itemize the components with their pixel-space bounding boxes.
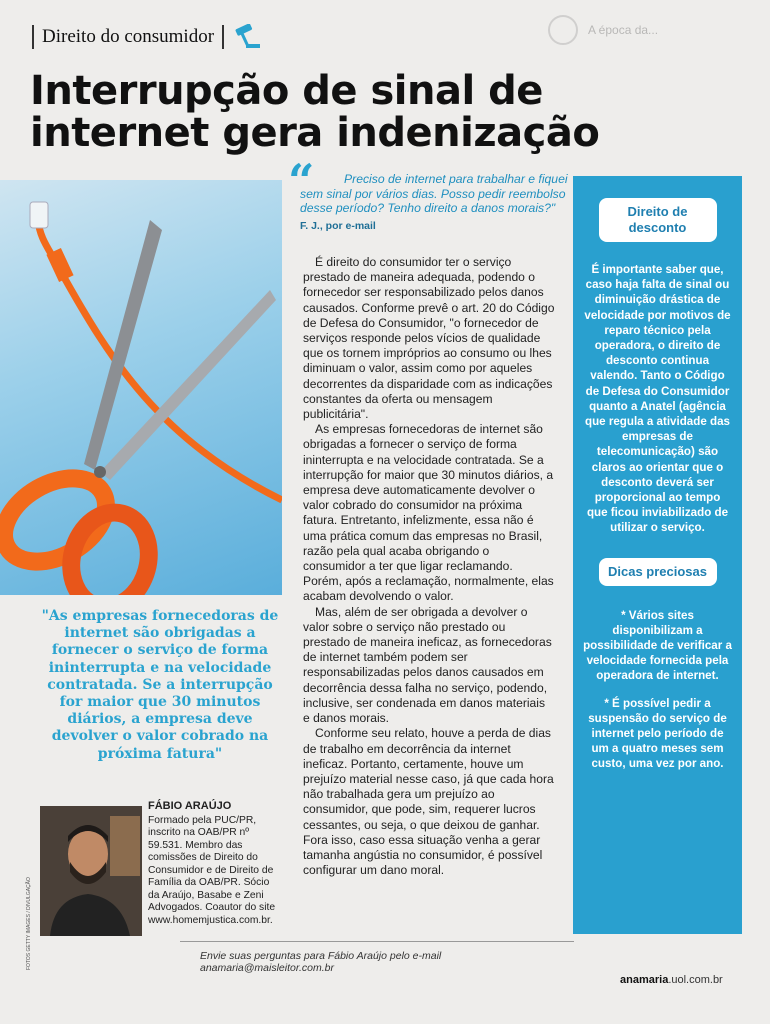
- divider: [180, 941, 574, 942]
- site-url: [620, 974, 723, 986]
- pull-quote: "As empresas fornecedoras de internet são obrigadas a fornecer o serviço de forma ininterrupta e na velocidade contratada. Se a interrupção for maior que 30 minutos diários, a empresa deve devolver o valor cobrado na próxima fatura": [41, 608, 279, 762]
- scissors-icon: [0, 180, 282, 595]
- author-bio: Formado pela PUC/PR, inscrito na OAB/PR nº 59.531. Membro das comissões de Direito do Consumidor e de Direito de Família da OAB/PR. Sócio da Araújo, Basabe e Zeni Advogados. Coautor do site www.homemjustica.com.br.: [148, 814, 276, 926]
- quote-mark-icon: “: [288, 154, 315, 208]
- body-paragraph: É direito do consumidor ter o serviço prestado de maneira adequada, podendo o fornecedor ser responsabilizado pelos danos causados. Conforme prevê o art. 20 do Código de Defesa do Consumidor, "o fornecedor de serviços responde pelos vícios de qualidade que os tornem impróprios ao consumo ou lhes diminuam o valor, assim como por aqueles decorrentes da disparidade com as indicações constantes da oferta ou mensagem publicitária".: [303, 255, 555, 422]
- faded-text: A época da...: [588, 23, 659, 37]
- site-brand: anamaria: [620, 974, 669, 986]
- sidebar-discount-text: É importante saber que, caso haja falta de sinal ou diminuição drástica de velocidade por motivos de reparo técnico pela operadora, o direito de desconto continua valendo. Tanto o Código de Defesa do Consumidor quanto a Anatel (agência que regula a atividade das empresas de telecomunicação) são claros ao orientar que o desconto deverá ser proporcional ao tempo que ficou inviabilizado de utilizar o serviço.: [584, 263, 731, 535]
- faded-logo-icon: [548, 15, 578, 45]
- question-text: Preciso de internet para trabalhar e fiquei sem sinal por vários dias. Posso pedir reembolso desse período? Tenho direito a danos morais?": [300, 172, 568, 215]
- section-header: [32, 20, 262, 54]
- reader-question: [288, 154, 568, 232]
- author-name: FÁBIO ARAÚJO: [148, 800, 232, 812]
- sidebar-tip: * É possível pedir a suspensão do serviço de internet pelo período de um a quatro meses sem custo, uma vez por ano.: [588, 696, 727, 771]
- photo-credit: FOTOS GETTY IMAGES / DIVULGAÇÃO: [26, 877, 32, 970]
- section-label: Direito do consumidor: [42, 26, 215, 47]
- sidebar-title-tips: Dicas preciosas: [599, 558, 717, 586]
- gavel-icon: [232, 24, 262, 50]
- divider: [32, 25, 34, 49]
- sidebar-panel: [573, 176, 742, 934]
- sidebar-tip: * Vários sites disponibilizam a possibilidade de verificar a velocidade fornecida pela operadora de internet.: [583, 608, 732, 683]
- author-bio-block: [148, 800, 278, 927]
- author-photo: [40, 806, 142, 936]
- body-paragraph: Mas, além de ser obrigada a devolver o valor sobre o serviço não prestado ou prestado de maneira ineficaz, as fornecedoras de internet também podem ser responsabilizadas pelos danos causados em decorrência dessa falha no serviço, podendo, inclusive, ser condenada em danos materiais e danos morais.: [303, 604, 552, 726]
- site-domain: .uol.com.br: [668, 974, 723, 986]
- article-body: [303, 255, 555, 878]
- article-headline: Interrupção de sinal de internet gera indenização: [30, 68, 600, 156]
- faded-next-page-header: [548, 10, 748, 50]
- footer-note: Envie suas perguntas para Fábio Araújo pelo e-mail anamaria@maisleitor.com.br: [200, 950, 442, 974]
- scissors-cable-photo: [0, 180, 282, 595]
- body-paragraph: As empresas fornecedoras de internet são obrigadas a fornecer o serviço de forma ininterrupta e na velocidade contratada. Se a interrupção for maior que 30 minutos diários, a empresa deve automaticamente devolver o valor cobrado do consumidor na próxima fatura. Entretanto, infelizmente, essa não é uma prática comum das empresas no Brasil, razão pela qual acaba obrigando o consumidor a ter que ligar reclamando. Porém, após a reclamação, normalmente, elas acabam devolvendo o valor.: [303, 422, 554, 604]
- author-portrait-icon: [40, 806, 142, 936]
- sidebar-title-discount: Direito de desconto: [599, 198, 717, 242]
- question-signature: F. J., por e-mail: [300, 219, 376, 232]
- divider: [222, 25, 224, 49]
- body-paragraph: Conforme seu relato, houve a perda de dias de trabalho em decorrência da internet ineficaz. Portanto, certamente, houve um prejuízo material nesse caso, já que cada hora não trabalhada gera um prejuízo ao consumidor, que pode, sim, requerer lucros cessantes, ou seja, o que deixou de ganhar. Fora isso, caso essa situação venha a gerar tamanha angústia no consumidor, é possível configurar um dano moral.: [303, 726, 554, 878]
